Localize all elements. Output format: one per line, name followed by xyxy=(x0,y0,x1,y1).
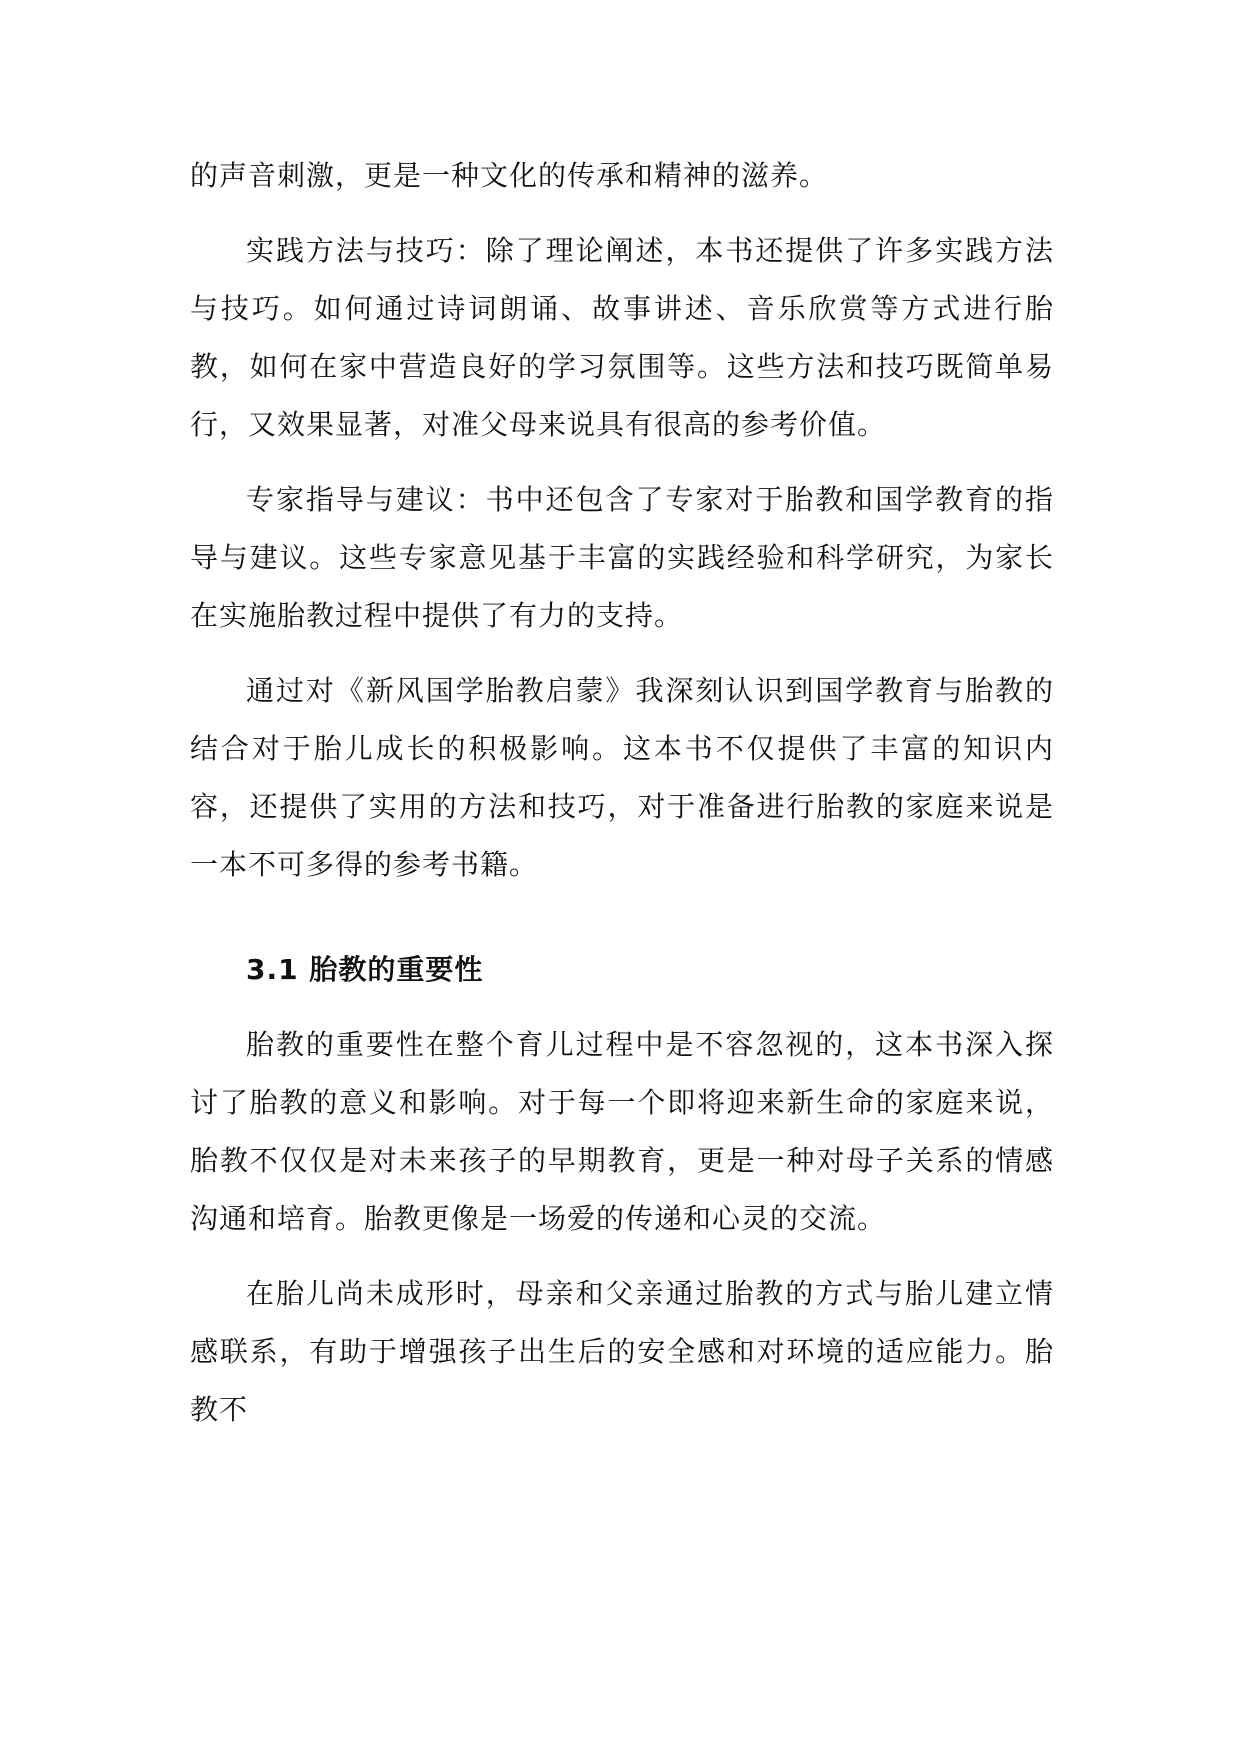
section-gap xyxy=(190,911,1054,941)
paragraph-importance: 胎教的重要性在整个育儿过程中是不容忽视的，这本书深入探讨了胎教的意义和影响。对于每一个即将迎来新生命的家庭来说，胎教不仅仅是对未来孩子的早期教育，更是一种对母子关系的情感沟通和培育。胎教更像是一场爱的传递和心灵的交流。 xyxy=(190,1028,1054,1235)
paragraph-emotional-bond: 在胎儿尚未成形时，母亲和父亲通过胎教的方式与胎儿建立情感联系，有助于增强孩子出生后的安全感和对环境的适应能力。胎教不 xyxy=(190,1277,1054,1426)
paragraph-practice-methods: 实践方法与技巧：除了理论阐述，本书还提供了许多实践方法与技巧。如何通过诗词朗诵、故事讲述、音乐欣赏等方式进行胎教，如何在家中营造良好的学习氛围等。这些方法和技巧既简单易行，又效果显著，对准父母来说具有很高的参考价值。 xyxy=(190,234,1054,441)
document-page xyxy=(190,147,1054,1456)
section-heading: 3.1 胎教的重要性 xyxy=(246,953,484,986)
paragraph-continued: 的声音刺激，更是一种文化的传承和精神的滋养。 xyxy=(190,159,829,192)
paragraph-summary: 通过对《新风国学胎教启蒙》我深刻认识到国学教育与胎教的结合对于胎儿成长的积极影响。这本书不仅提供了丰富的知识内容，还提供了实用的方法和技巧，对于准备进行胎教的家庭来说是一本不可多得的参考书籍。 xyxy=(190,674,1054,881)
paragraph-expert-guidance: 专家指导与建议：书中还包含了专家对于胎教和国学教育的指导与建议。这些专家意见基于丰富的实践经验和科学研究，为家长在实施胎教过程中提供了有力的支持。 xyxy=(190,483,1054,632)
